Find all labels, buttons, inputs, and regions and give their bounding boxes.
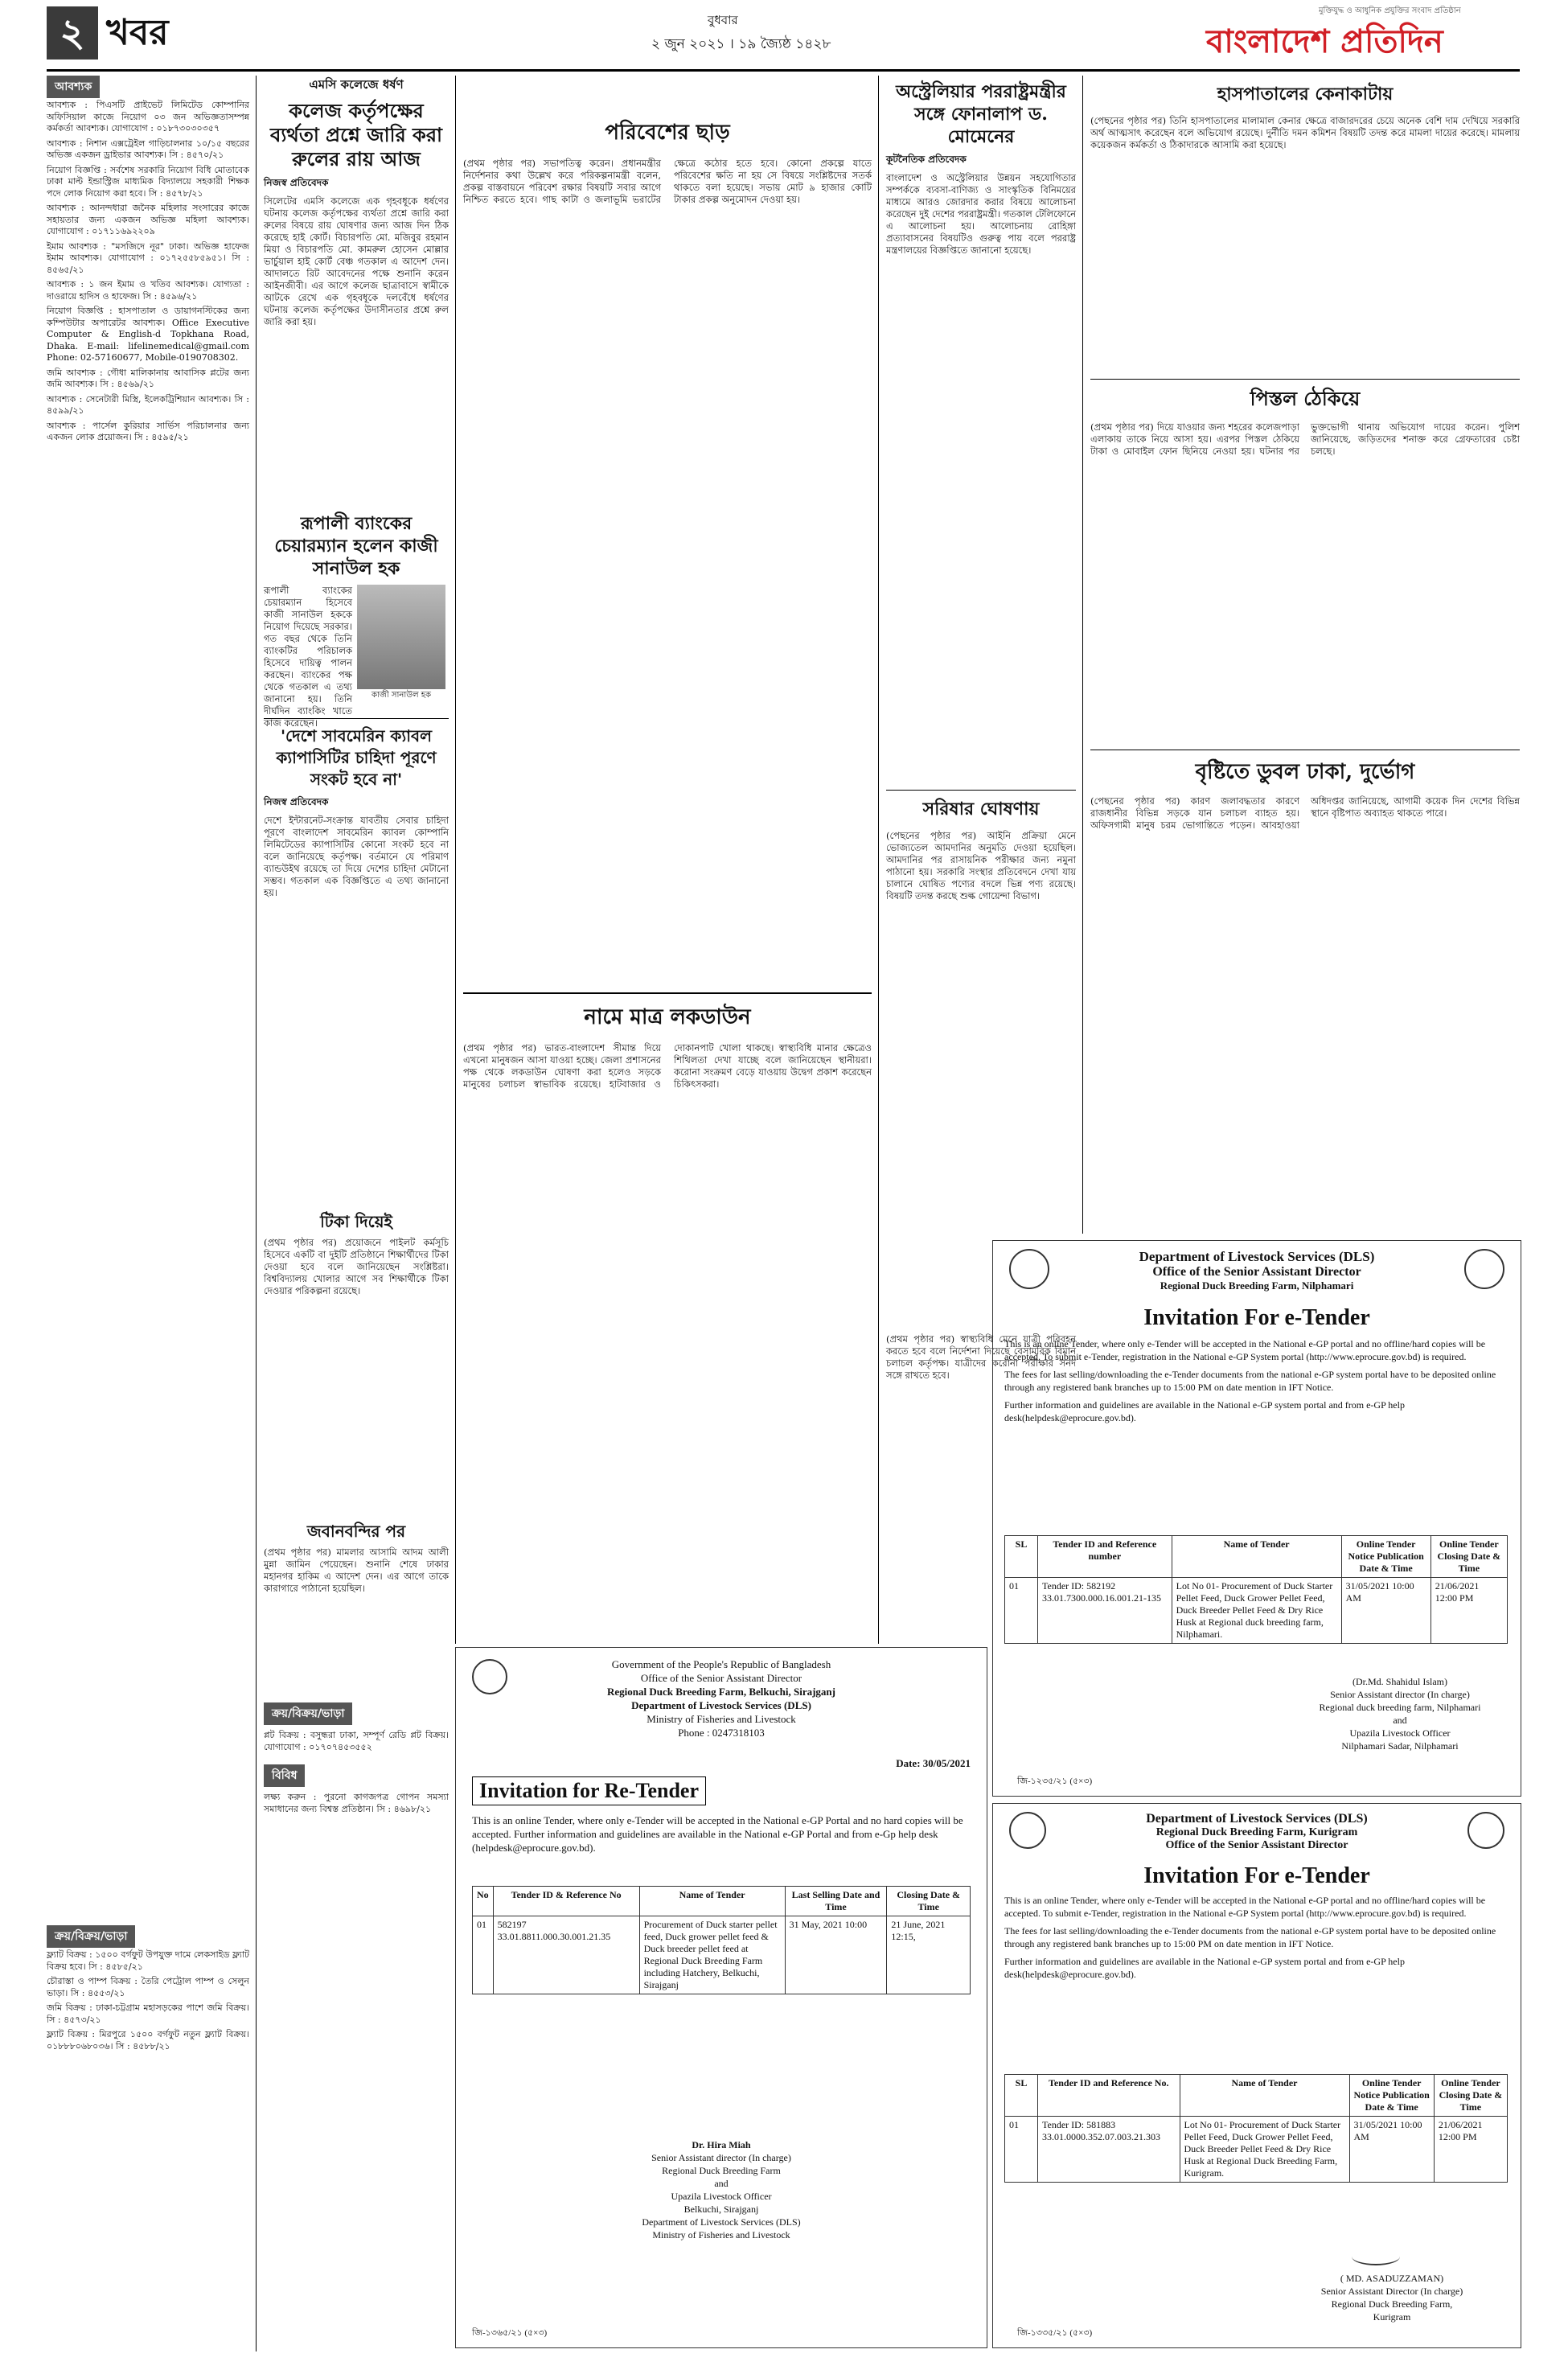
table-cell: 582197 33.01.8811.000.30.001.21.35	[493, 1916, 639, 1994]
story-headline: অস্ট্রেলিয়ার পররাষ্ট্রমন্ত্রীর সঙ্গে ফোনালাপ ড. মোমেনের	[896, 81, 1066, 147]
table-cell: 01	[473, 1916, 494, 1994]
classified-item: আবশ্যক : আনন্দধারা জনৈক মহিলার সংসারের কাজে সহায়তার জন্য একজন অভিজ্ঞ মহিলা আবশ্যক। যোগাযোগ : ০১৭১১৬৯২২০৯	[47, 203, 249, 236]
story-byline: নিজস্ব প্রতিবেদক	[264, 796, 329, 807]
letterhead-line: Department of Livestock Services (DLS)	[631, 1699, 811, 1711]
story-byline: কূটনৈতিক প্রতিবেদক	[886, 154, 967, 165]
story-body: সিলেটের এমসি কলেজে এক গৃহবধূকে ধর্ষণের ঘটনায় কলেজ কর্তৃপক্ষের ব্যর্থতা প্রশ্নে জারি করা রুলের বিষয়ে রায় ঘোষণার জন্য আজ দিন ঠিক করেছে হাই কোর্ট। বিচারপতি মো. মজিবুর রহমান মিয়া ও বিচারপতি মো. কামরুল হোসেন মোল্লার ভার্চুয়াল হাই কোর্ট বেঞ্চ গতকাল এ আদেশ দেন। আদালতে রিট আবেদনের পক্ষে শুনানি করেন আইনজীবী। এর আগে কলেজ ছাত্রাবাসে স্বামীকে আটকে রেখে এক গৃহবধূকে দলবেঁধে ধর্ষণের ঘটনায় কলেজ কর্তৃপক্ষের উদাসীনতার প্রশ্নে রুল জারি করা হয়।	[264, 195, 449, 327]
table-cell: 21 June, 2021 12:15,	[887, 1916, 971, 1994]
table-cell: Tender ID: 581883 33.01.0000.352.07.003.21.303	[1038, 2117, 1180, 2183]
classified-item: আবশ্যক : নিশান এক্সট্রেইল গাড়িচালনার ১০/১৫ বছরের অভিজ্ঞ একজন ড্রাইভার আবশ্যক। সি : ৪৫৭০/২১	[47, 138, 249, 160]
table-cell: 31/05/2021 10:00 AM	[1341, 1578, 1430, 1644]
signature-line: Nilphamari Sadar, Nilphamari	[1341, 1740, 1459, 1752]
signature-line: Senior Assistant director (In charge)	[1330, 1689, 1470, 1700]
signature-line: Regional Duck Breeding Farm,	[1331, 2298, 1453, 2310]
brand-logo: বাংলাদেশ প্রতিদিন	[1206, 23, 1443, 60]
tender-title: Invitation For e-Tender	[1143, 1863, 1370, 1888]
tender-date: Date: 30/05/2021	[896, 1757, 971, 1769]
signature-line: Regional duck breeding farm, Nilphamari	[1319, 1702, 1481, 1713]
story-headline: টিকা দিয়েই	[320, 1212, 392, 1231]
signature-line: Ministry of Fisheries and Livestock	[652, 2229, 790, 2241]
tender-signature	[601, 2138, 842, 2241]
signature-line: Department of Livestock Services (DLS)	[642, 2216, 801, 2228]
classified-list	[47, 1949, 249, 2056]
signature-line: Kurigram	[1373, 2311, 1411, 2323]
tender-paragraph: This is an online Tender, where only e-Tender will be accepted in the National e-GP portal and no offline/hard copies will be accepted. To submit e-Tender, registration in the National e-GP System portal (http://www.eprocure.gov.bd) is required.	[1004, 1895, 1486, 1919]
story-body: (পেছনের পৃষ্ঠার পর) আইনি প্রক্রিয়া মেনে ভোজ্যতেল আমদানির অনুমতি দেওয়া হয়েছিল। আমদানির পর রাসায়নিক পরীক্ষার জন্য নমুনা পাঠানো হয়। সরকারি সংস্থার প্রতিবেদনে দেখা যায় চালানে ঘোষিত পণ্যের বদলে ভিন্ন পণ্য রয়েছে। বিষয়টি তদন্ত করছে শুল্ক গোয়েন্দা বিভাগ।	[886, 830, 1076, 902]
bangladesh-emblem-icon	[472, 1659, 507, 1694]
table-cell: Lot No 01- Procurement of Duck Starter Pellet Feed, Duck Grower Pellet Feed, Duck Breeder Pellet Feed & Dry Rice Husk at Regional duck breeding farm, Nilphamari.	[1172, 1578, 1341, 1644]
tender-org: Department of Livestock Services (DLS)	[1139, 1249, 1375, 1264]
news-column-3	[463, 116, 872, 1644]
news-column-2	[264, 76, 449, 2351]
bangladesh-emblem-icon	[1467, 1812, 1504, 1849]
story-body: (প্রথম পৃষ্ঠার পর) দিয়ে যাওয়ার জন্য শহরের কলেজপাড়া এলাকায় তাকে নিয়ে আসা হয়। এরপর পিস্তল ঠেকিয়ে টাকা ও মোবাইল ফোন ছিনিয়ে নেওয়া হয়। ঘটনার পর ভুক্তভোগী থানায় অভিযোগ দায়ের করেন। পুলিশ জানিয়েছে, জড়িতদের শনাক্ত করে গ্রেফতারের চেষ্টা চলছে।	[1090, 421, 1520, 457]
table-header: Tender ID & Reference No	[493, 1887, 639, 1916]
tender-office: Office of the Senior Assistant Director	[1165, 1839, 1348, 1851]
table-header: Name of Tender	[639, 1887, 785, 1916]
classifieds-column	[47, 76, 249, 2351]
table-cell: Procurement of Duck starter pellet feed, Duck grower pellet feed & Duck breeder pellet feed at Regional Duck Breeding Farm including Hatchery, Belkuchi, Sirajganj	[639, 1916, 785, 1994]
classified-item: আবশ্যক : ১ জন ইমাম ও খতিব আবশ্যক। যোগ্যতা : দাওরায়ে হাদিস ও হাফেজ। সি : ৪৫৯৬/২১	[47, 279, 249, 302]
page-number: ২	[47, 6, 98, 60]
tender-letterhead	[456, 1657, 987, 1739]
table-header: Online Tender Notice Publication Date & Time	[1349, 2075, 1434, 2117]
story-body: (প্রথম পৃষ্ঠার পর) সভাপতিত্ব করেন। প্রধানমন্ত্রীর নির্দেশনার কথা উল্লেখ করে পরিকল্পনামন্ত্রী বলেন, প্রকল্প বাস্তবায়নে পরিবেশ রক্ষার বিষয়টি সবার আগে নিশ্চিত করতে হবে। গাছ কাটা ও জলাভূমি ভরাটের ক্ষেত্রে কঠোর হতে হবে। কোনো প্রকল্পে যাতে পরিবেশের ক্ষতি না হয় সে বিষয়ে সংশ্লিষ্টদের সতর্ক থাকতে বলা হয়েছে। সভায় মোট ৯ হাজার কোটি টাকার প্রকল্প অনুমোদন দেওয়া হয়।	[463, 158, 872, 205]
table-header: Closing Date & Time	[887, 1887, 971, 1916]
table-cell: Tender ID: 582192 33.01.7300.000.16.001.21-135	[1038, 1578, 1172, 1644]
story-body: (প্রথম পৃষ্ঠার পর) মামলার আসামি আদম আলী মুন্না জামিন পেয়েছেন। শুনানি শেষে ঢাকার মহানগর হাকিম এ আদেশ দেন। এর আগে তাকে কারাগারে পাঠানো হয়েছিল।	[264, 1546, 449, 1594]
ad-reference: জি-১৩৬৫/২১ (৫×৩)	[472, 2328, 548, 2338]
news-column-5	[1090, 80, 1520, 1230]
tender-org: Department of Livestock Services (DLS)	[1146, 1812, 1368, 1826]
table-header-row	[1005, 1536, 1508, 1578]
issue-day: বুধবার	[708, 13, 738, 27]
story-body: দেশে ইন্টারনেট-সংক্রান্ত যাবতীয় সেবার চাহিদা পূরণে বাংলাদেশ সাবমেরিন ক্যাবল কোম্পানি লিমিটেডের ক্যাপাসিটির কোনো সংকট হবে না বলে জানিয়েছে কর্তৃপক্ষ। বর্তমানে যে পরিমাণ ব্যান্ডউইথ রয়েছে তা দিয়ে দেশের চাহিদা মেটানো সম্ভব। গতকাল এক বিজ্ঞপ্তিতে এ তথ্য জানানো হয়।	[264, 815, 449, 898]
dls-logo-icon	[1009, 1812, 1046, 1849]
classified-section-label: আবশ্যক	[47, 76, 100, 98]
table-cell: Lot No 01- Procurement of Duck Starter Pellet Feed, Duck Grower Pellet Feed, Duck Breeder Pellet Feed & Dry Rice Husk at Regional Duck Breeding Farm, Kurigram.	[1180, 2117, 1349, 2183]
story-body: রূপালী ব্যাংকের চেয়ারম্যান হিসেবে কাজী সানাউল হককে নিয়োগ দিয়েছে সরকার। গত বছর থেকে তিনি ব্যাংকটির পরিচালক হিসেবে দায়িত্ব পালন করছেন। ব্যাংকের পক্ষ থেকে গতকাল এ তথ্য জানানো হয়। তিনি দীর্ঘদিন ব্যাংকিং খাতে কাজ করেছেন।	[264, 585, 352, 729]
classified-item: জমি আবশ্যক : গৌধা মালিকানায় আবাসিক প্লটের জন্য জমি আবশ্যক। সি : ৪৫৬৯/২১	[47, 367, 249, 389]
story-headline: 'দেশে সাবমেরিন ক্যাবল ক্যাপাসিটির চাহিদা পূরণে সংকট হবে না'	[264, 718, 449, 791]
tender-paragraph: Further information and guidelines are available in the National e-GP system portal and from e-GP help desk(helpdesk@eprocure.gov.bd).	[1004, 1956, 1405, 1980]
classified-item: ফ্ল্যাট বিক্রয় : ১৫০০ বর্গফুট উপযুক্ত দামে লেকসাইড ফ্ল্যাট বিক্রয় হবে। সি : ৪৫৮৫/২১	[47, 1949, 249, 1972]
classified-item: আবশ্যক : পিএসটি প্রাইভেট লিমিটেড কোম্পানির অফিসিয়াল কাজে নিয়োগ ০৩ জন অভিজ্ঞতাসম্পন্ন কর্মকর্তা আবশ্যক। যোগাযোগ : ০১৮৭৩০৩০৩৫৭	[47, 100, 249, 133]
table-header-row	[1005, 2075, 1508, 2117]
signature-line: ( MD. ASADUZZAMAN)	[1340, 2273, 1444, 2284]
classified-item: ইমাম আবশ্যক : "মসজিদে নূর" ঢাকা। অভিজ্ঞ হাফেজ ইমাম আবশ্যক। যোগাযোগ : ০১৭২৫৫৮৫৯৫১। সি : ৪৫৬৫/২১	[47, 240, 249, 275]
tender-table	[472, 1886, 971, 1994]
issue-date: ২ জুন ২০২১ । ১৯ জ্যৈষ্ঠ ১৪২৮	[651, 36, 831, 52]
story-headline: জবানবন্দির পর	[306, 1522, 406, 1541]
story-body: (পেছনের পৃষ্ঠার পর) কারণ জলাবদ্ধতার কারণে রাজধানীর বিভিন্ন সড়কে যান চলাচল ব্যাহত হয়। অফিসগামী মানুষ চরম ভোগান্তিতে পড়েন। আবহাওয়া অধিদপ্তর জানিয়েছে, আগামী কয়েক দিন দেশের বিভিন্ন স্থানে বৃষ্টিপাত অব্যাহত থাকতে পারে।	[1090, 795, 1520, 831]
masthead-rule	[47, 69, 1520, 72]
dls-logo-icon	[1009, 1249, 1049, 1289]
story-body: (প্রথম পৃষ্ঠার পর) ভারত-বাংলাদেশ সীমান্ত দিয়ে এখনো মানুষজন আসা যাওয়া হচ্ছে। জেলা প্রশাসনের পক্ষ থেকে লকডাউন ঘোষণা করা হলেও সড়কে মানুষের চলাচল স্বাভাবিক রয়েছে। হাটবাজার ও দোকানপাট খোলা থাকছে। স্বাস্থ্যবিধি মানার ক্ষেত্রেও শিথিলতা দেখা যাচ্ছে বলে জানিয়েছেন স্থানীয়রা। করোনা সংক্রমণ বেড়ে যাওয়ায় উদ্বেগ প্রকাশ করেছেন চিকিৎসকরা।	[463, 1042, 872, 1090]
signature-line: (Dr.Md. Shahidul Islam)	[1353, 1676, 1447, 1687]
tender-signature	[1279, 2272, 1504, 2323]
portrait-photo	[357, 585, 445, 705]
table-header: SL	[1005, 2075, 1038, 2117]
table-cell: 31/05/2021 10:00 AM	[1349, 2117, 1434, 2183]
table-cell: 01	[1005, 1578, 1038, 1644]
table-cell: 31 May, 2021 10:00	[785, 1916, 887, 1994]
signature-line: and	[714, 2178, 729, 2189]
table-header: No	[473, 1887, 494, 1916]
table-header-row	[473, 1887, 971, 1916]
table-cell: 21/06/2021 12:00 PM	[1430, 1578, 1507, 1644]
table-header: SL	[1005, 1536, 1038, 1578]
story-kicker: এমসি কলেজে ধর্ষণ	[309, 77, 404, 92]
classified-item: আবশ্যক : পার্সেল কুরিয়ার সার্ভিস পরিচালনার জন্য একজন লোক প্রয়োজন। সি : ৪৫৯৫/২১	[47, 420, 249, 442]
tender-paragraph: The fees for last selling/downloading the e-Tender documents from the national e-GP system portal have to be deposited online through any registered bank branches up to 15:00 PM on date mention in IFT Notice.	[1004, 1369, 1496, 1393]
table-header: Online Tender Closing Date & Time	[1434, 2075, 1507, 2117]
portrait-image	[357, 585, 445, 689]
tender-ad-kurigram	[992, 1803, 1521, 2348]
story-headline: হাসপাতালের কেনাকাটায়	[1217, 84, 1394, 105]
signature-line: and	[1393, 1715, 1407, 1726]
bangladesh-emblem-icon	[1464, 1249, 1504, 1289]
photo-caption: কাজী সানাউল হক	[371, 691, 431, 700]
story-headline: কলেজ কর্তৃপক্ষের ব্যর্থতা প্রশ্নে জারি করা রুলের রায় আজ	[269, 99, 442, 170]
signature-mark	[1352, 2248, 1400, 2265]
classified-section-label: ক্রয়/বিক্রয়/ভাড়া	[47, 1925, 135, 1948]
table-header: Last Selling Date and Time	[785, 1887, 887, 1916]
tender-ad-nilphamari	[992, 1240, 1521, 1797]
tender-paragraph: The fees for last selling/downloading the e-Tender documents from the national e-GP system portal have to be deposited online through any registered bank branches up to 15:00 PM on date mention in IFT Notice.	[1004, 1925, 1496, 1949]
tender-paragraph: Further information and guidelines are available in the National e-GP system portal and from e-GP help desk(helpdesk@eprocure.gov.bd).	[1004, 1399, 1405, 1423]
classified-item: নিয়োগ বিজ্ঞপ্তি : হাসপাতাল ও ডায়াগনস্টিকের জন্য কম্পিউটার অপারেটর আবশ্যক। Office Executive Computer & English-d Topkhana Road, Dhaka. E-mail: lifelinemedical@gmail.com Phone: 02-57160677, Mobile-0190708302.	[47, 306, 249, 363]
tender-table	[1004, 1535, 1508, 1644]
signature-line: Belkuchi, Sirajganj	[683, 2204, 759, 2215]
signature-line: Senior Assistant Director (In charge)	[1320, 2286, 1463, 2297]
story-body: (পেছনের পৃষ্ঠার পর) তিনি হাসপাতালের মালামাল কেনার ক্ষেত্রে বাজারদরের চেয়ে অনেক বেশি দাম দেখিয়ে সরকারি অর্থ আত্মসাৎ করেছেন বলে অভিযোগ রয়েছে। দুর্নীতি দমন কমিশন বিষয়টি তদন্ত করে মামলা দায়ের করেছে। মামলায় কয়েকজন কর্মকর্তা ও ঠিকাদারকে আসামি করা হয়েছে।	[1090, 115, 1520, 150]
classified-section-label: ক্রয়/বিক্রয়/ভাড়া	[264, 1702, 352, 1725]
story-headline: সরিষার ঘোষণায়	[886, 790, 1076, 825]
signature-line: Dr. Hira Miah	[692, 2139, 751, 2150]
signature-line: Upazila Livestock Officer	[671, 2191, 772, 2202]
section-name: খবর	[106, 12, 169, 53]
column-divider	[256, 76, 257, 2351]
ad-reference: জি-১৩৩৫/২১ (৫×৩)	[1017, 2328, 1093, 2338]
column-divider	[1082, 76, 1083, 1234]
tender-farm: Regional Duck Breeding Farm, Kurigram	[1155, 1826, 1358, 1838]
letterhead-line: Phone : 0247318103	[678, 1727, 765, 1739]
classified-item: নিয়োগ বিজ্ঞপ্তি : সর্বশেষ সরকারি নিয়োগ বিধি মোতাবেক ঢাকা মাল্ট ইন্ডাস্ট্রিজ মাধ্যমিক বিদ্যালয়ে সহকারী শিক্ষক পদে লোক নিয়োগ করা হবে। সি : ৪৫৭৮/২১	[47, 164, 249, 199]
column-divider	[455, 76, 456, 1644]
story-body: (প্রথম পৃষ্ঠার পর) প্রয়োজনে পাইলট কর্মসূচি হিসেবে একটি বা দুইটি প্রতিষ্ঠানে শিক্ষার্থীদের টিকা দেওয়া হবে বলে জানিয়েছেন সংশ্লিষ্টরা। বিশ্ববিদ্যালয় খোলার আগে সব শিক্ষার্থীকে টিকা দেওয়ার পরিকল্পনা রয়েছে।	[264, 1237, 449, 1296]
tender-title: Invitation For e-Tender	[1143, 1305, 1370, 1330]
classified-list	[47, 100, 249, 447]
brand-tagline: মুক্তিযুদ্ধ ও আধুনিক প্রযুক্তির সংবাদ প্রতিষ্ঠান	[1319, 6, 1461, 15]
classified-item: আবশ্যক : সেনেটারী মিস্ত্রি, ইলেকট্রিশিয়ান আবশ্যক। সি : ৪৫৯৯/২১	[47, 393, 249, 416]
story-byline: নিজস্ব প্রতিবেদক	[264, 177, 329, 188]
masthead	[0, 0, 1568, 69]
table-header: Name of Tender	[1172, 1536, 1341, 1578]
tender-table	[1004, 2074, 1508, 2183]
story-headline: রূপালী ব্যাংকের চেয়ারম্যান হলেন কাজী সানাউল হক	[274, 513, 438, 579]
table-cell: 21/06/2021 12:00 PM	[1434, 2117, 1507, 2183]
letterhead-line: Government of the People's Republic of Bangladesh	[611, 1658, 831, 1670]
table-header: Tender ID and Reference No.	[1038, 2075, 1180, 2117]
signature-line: Upazila Livestock Officer	[1349, 1727, 1451, 1739]
story-body: (প্রথম পৃষ্ঠার পর) স্বাস্থ্যবিধি মেনে যাত্রী পরিবহন করতে হবে বলে নির্দেশনা দিয়েছে বেসামরিক বিমান চলাচল কর্তৃপক্ষ। যাত্রীদের করোনা পরীক্ষার সনদ সঙ্গে রাখতে হবে।	[886, 1333, 1076, 1381]
classified-item: ফ্ল্যাট বিক্রয় : মিরপুরে ১৫০০ বর্গফুট নতুন ফ্ল্যাট বিক্রয়। ০১৮৮৮০৬৮০৩৬। সি : ৪৫৮৮/২১	[47, 2029, 249, 2052]
tender-signature	[1295, 1675, 1504, 1752]
table-row	[1005, 1578, 1508, 1644]
tender-farm: Regional Duck Breeding Farm, Nilphamari	[1160, 1279, 1354, 1292]
story-headline: পিস্তল ঠেকিয়ে	[1090, 379, 1520, 417]
signature-line: Regional Duck Breeding Farm	[662, 2165, 781, 2176]
table-row	[1005, 2117, 1508, 2183]
tender-office: Office of the Senior Assistant Director	[1152, 1265, 1361, 1279]
column-divider	[878, 76, 879, 1644]
story-headline: পরিবেশের ছাড়	[605, 121, 730, 145]
classified-item: প্লট বিক্রয় : বসুন্ধরা ঢাকা, সম্পূর্ণ রেডি প্লট বিক্রয়। যোগাযোগ : ০১৭০৭৪৫৩৫৫২	[264, 1730, 449, 1752]
table-header: Online Tender Notice Publication Date & Time	[1341, 1536, 1430, 1578]
story-body: বাংলাদেশ ও অস্ট্রেলিয়ার উন্নয়ন সহযোগিতার সম্পর্ককে ব্যবসা-বাণিজ্য ও সাংস্কৃতিক বিনিময়ের মাধ্যমে আরও জোরদার করার বিষয়ে আলোচনা করেছেন দুই দেশের পররাষ্ট্রমন্ত্রী। গতকাল টেলিফোনে এ আলোচনা হয়। আলোচনায় রোহিঙ্গা প্রত্যাবাসনের বিষয়টিও গুরুত্ব পায় বলে পররাষ্ট্র মন্ত্রণালয়ের বিজ্ঞপ্তিতে জানানো হয়েছে।	[886, 172, 1076, 256]
story-headline: বৃষ্টিতে ডুবল ঢাকা, দুর্ভোগ	[1090, 750, 1520, 791]
story-headline: নামে মাত্র লকডাউন	[463, 992, 872, 1036]
letterhead-line: Ministry of Fisheries and Livestock	[646, 1713, 796, 1725]
ad-reference: জি-১২৩৫/২১ (৫×৩)	[1017, 1776, 1093, 1786]
letterhead-line: Office of the Senior Assistant Director	[640, 1672, 802, 1684]
table-header: Tender ID and Reference number	[1038, 1536, 1172, 1578]
classified-item: চৌরাস্তা ও পাম্প বিক্রয় : তৈরি পেট্রোল পাম্প ও সেলুন ভাড়া। সি : ৪৫৫৩/২১	[47, 1976, 249, 1998]
table-row	[473, 1916, 971, 1994]
classified-item: লক্ষ্য করুন : পুরনো কাগজপত্র গোপন সমস্যা সমাধানের জন্য বিশ্বস্ত প্রতিষ্ঠান। সি : ৪৬৯৮/২১	[264, 1792, 449, 1814]
tender-ad-belkuchi	[455, 1647, 987, 2348]
classified-item: জমি বিক্রয় : ঢাকা-চট্টগ্রাম মহাসড়কের পাশে জমি বিক্রয়। সি : ৪৫৭৩/২১	[47, 2002, 249, 2025]
tender-paragraph: This is an online Tender, where only e-Tender will be accepted in the National e-GP portal and no offline/hard copies will be accepted. To submit e-Tender, registration in the National e-GP System portal (http://www.eprocure.gov.bd) is required.	[1004, 1338, 1486, 1362]
classified-section-label: বিবিধ	[264, 1764, 305, 1787]
tender-paragraph: This is an online Tender, where only e-Tender will be accepted in the National e-GP Portal and no hard copies will be accepted. Further information and guidelines are available in the National e-GP Portal and from e-Gp help desk (helpdesk@eprocure.gov.bd).	[472, 1814, 963, 1854]
tender-title: Invitation for Re-Tender	[472, 1776, 706, 1805]
letterhead-line: Regional Duck Breeding Farm, Belkuchi, Sirajganj	[607, 1686, 835, 1698]
table-header: Name of Tender	[1180, 2075, 1349, 2117]
story-with-photo	[264, 585, 449, 729]
signature-line: Senior Assistant director (In charge)	[651, 2152, 791, 2163]
table-cell: 01	[1005, 2117, 1038, 2183]
table-header: Online Tender Closing Date & Time	[1430, 1536, 1507, 1578]
